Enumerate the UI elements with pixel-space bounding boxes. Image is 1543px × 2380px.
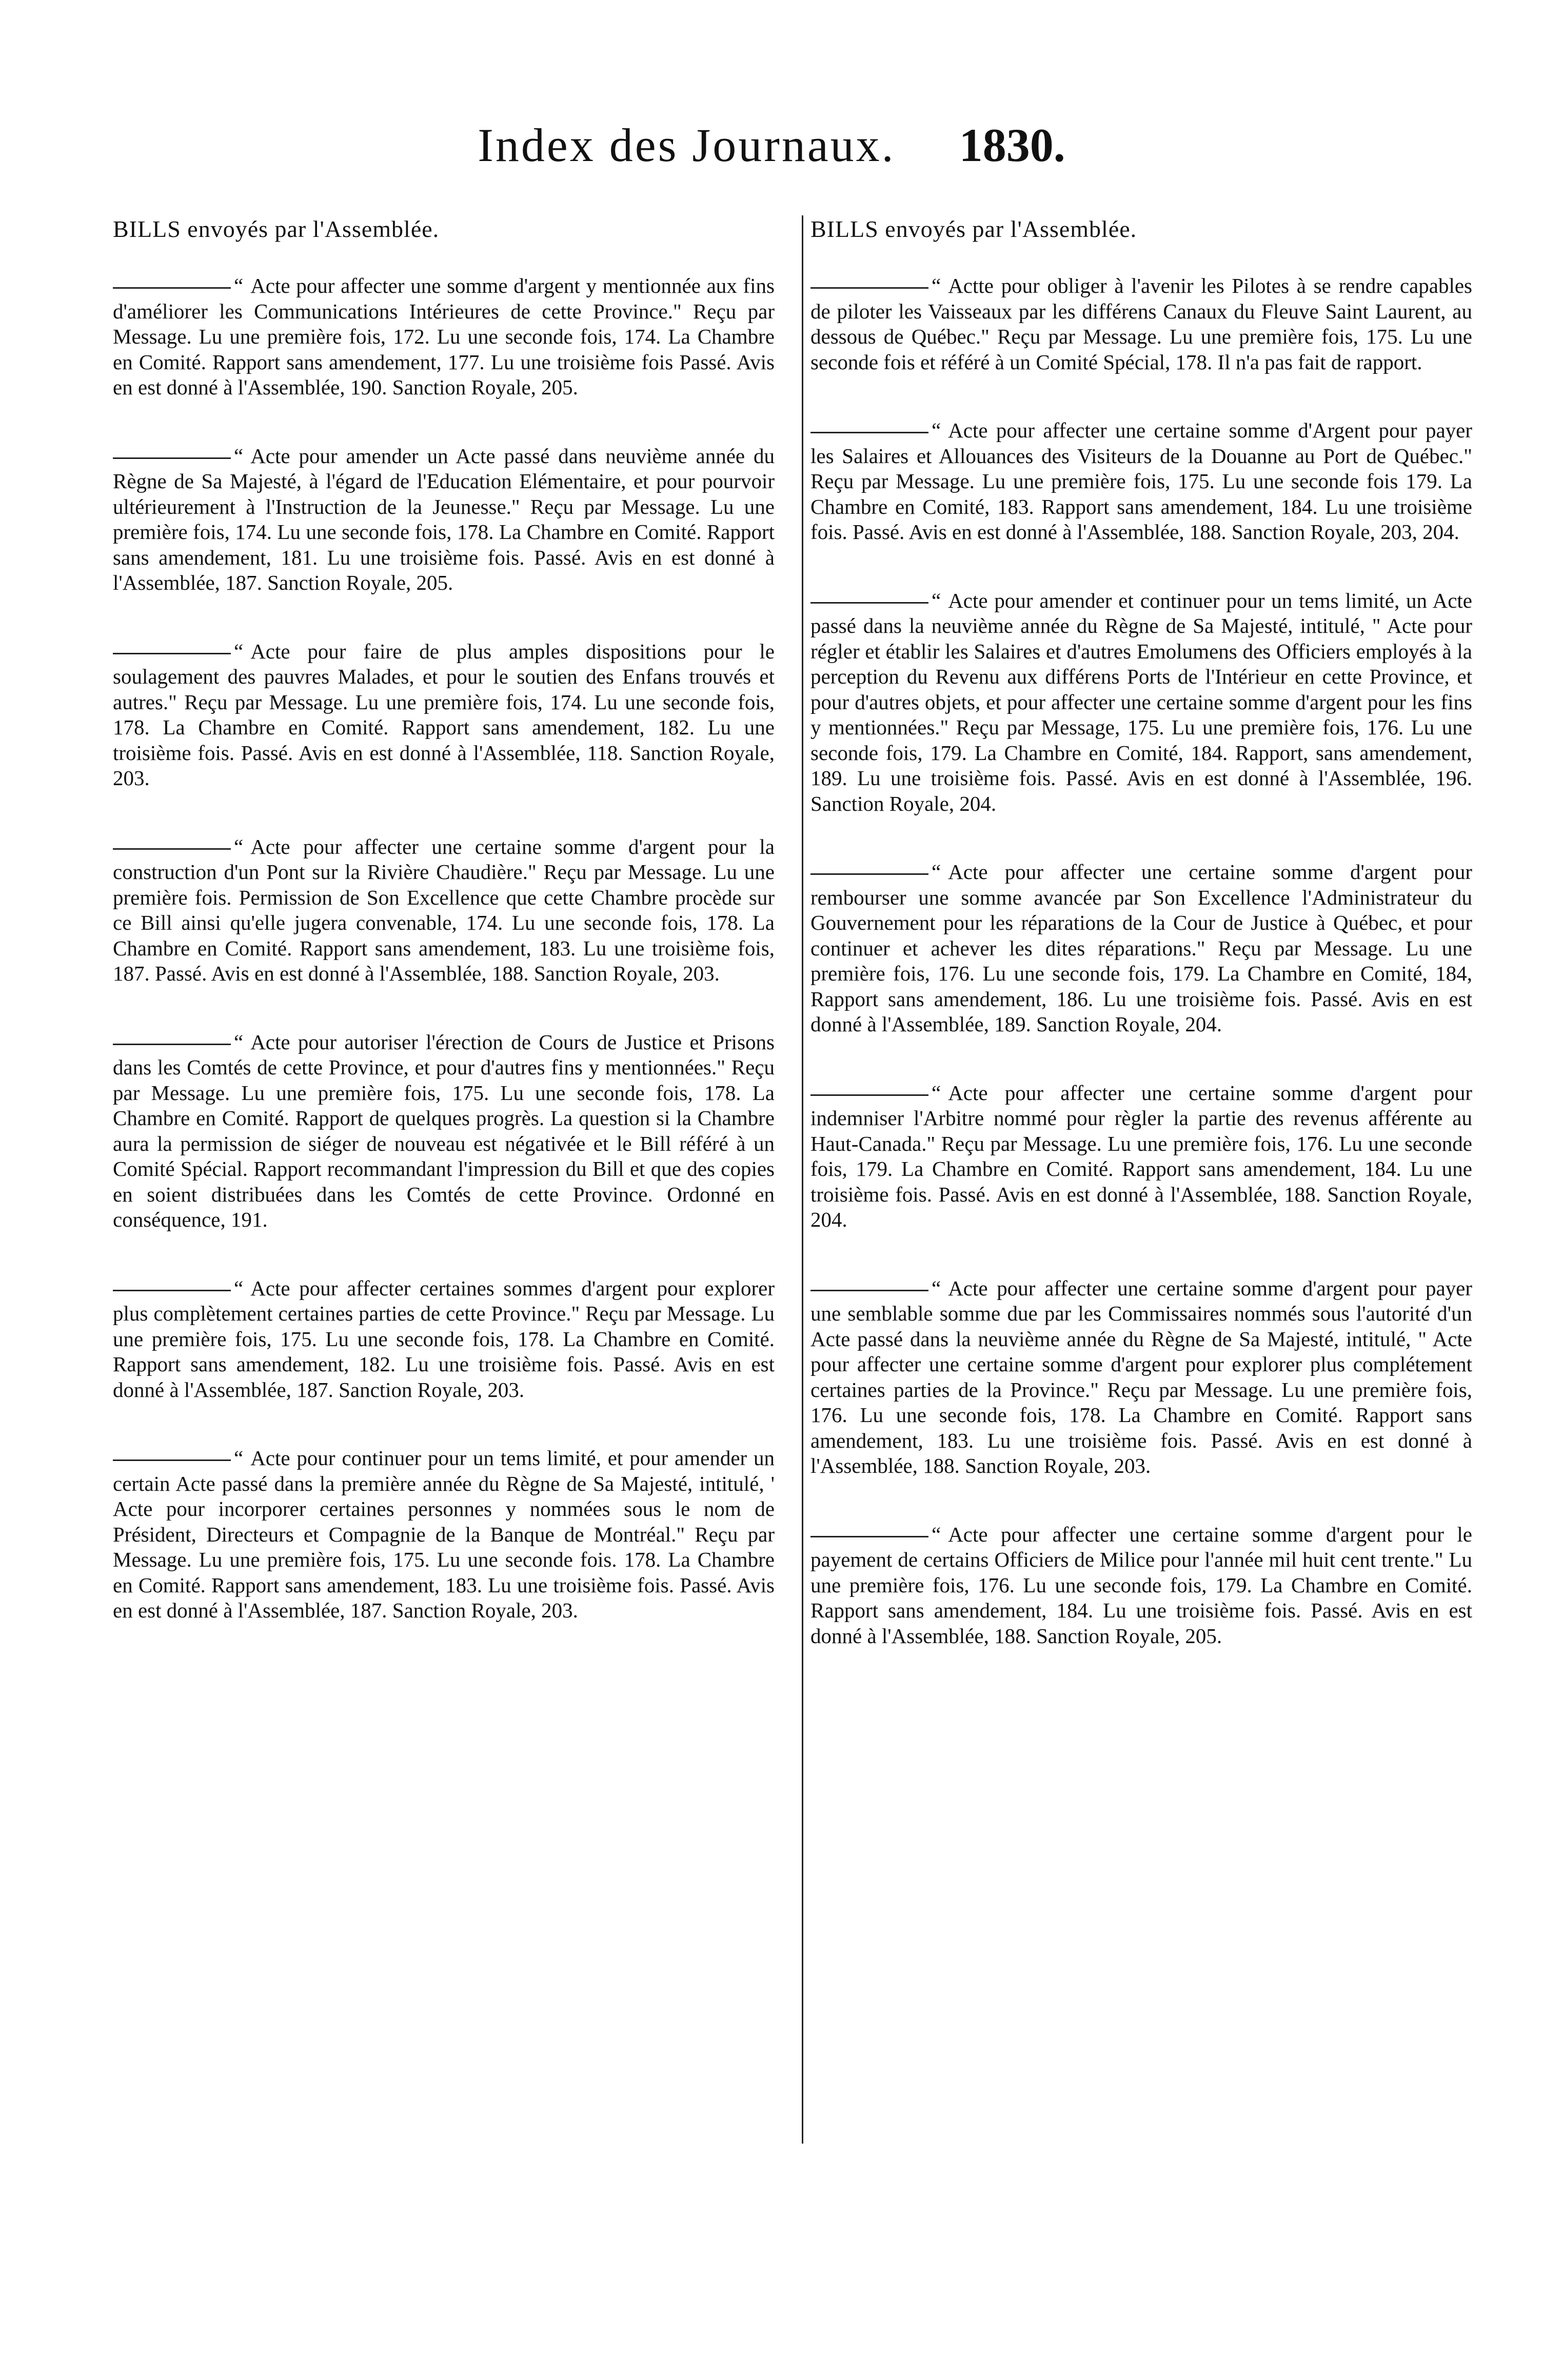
bill-entry-text: Acte pour autoriser l'érection de Cours de Justice et Prisons dans les Comtés de cette Province, et pour d'autres fins y mentionnées." Reçu par Message. Lu une première fois, 175. Lu une seconde fois, 178. La Chambre en Comité. Rapport de quelques progrès. La question si la Chambre aura la permission de siéger de nouveau est négativée et le Bill référé à un Comité Spécial. Rapport recommandant l'impression du Bill et que des copies en soient distribuées dans les Comtés de cette Province. Ordonné en conséquence, 191.: [113, 1030, 775, 1231]
bill-entry-text: Actte pour obliger à l'avenir les Pilotes à se rendre capables de piloter les Vaisseaux par les différens Canaux du Fleuve Saint Laurent, au dessous de Québec." Reçu par Message. Lu une première fois, 175. Lu une seconde fois et référé à un Comité Spécial, 178. Il n'a pas fait de rapport.: [810, 274, 1472, 374]
bill-entry-text: Acte pour faire de plus amples dispositions pour le soulagement des pauvres Malades, et pour le soutien des Enfans trouvés et autres." Reçu par Message. Lu une première fois, 174. Lu une seconde fois, 178. La Chambre en Comité. Rapport sans amendement, 182. Lu une troisième fois. Passé. Avis en est donné à l'Assemblée, 118. Sanction Royale, 203.: [113, 639, 775, 790]
bill-entry: “ Acte pour affecter une certaine somme d'argent pour la construction d'un Pont sur la Rivière Chaudière." Reçu par Message. Lu une première fois. Permission de Son Excellence que cette Chambre procède sur ce Bill ainsi qu'elle jugera convenable, 174. Lu une seconde fois, 178. La Chambre en Comité. Rapport sans amendement, 183. Lu une troisième fois, 187. Passé. Avis en est donné à l'Assemblée, 188. Sanction Royale, 203.: [113, 834, 775, 985]
bill-entry: “ Actte pour obliger à l'avenir les Pilotes à se rendre capables de piloter les Vaisseaux par les différens Canaux du Fleuve Saint Laurent, au dessous de Québec." Reçu par Message. Lu une première fois, 175. Lu une seconde fois et référé à un Comité Spécial, 178. Il n'a pas fait de rapport.: [810, 274, 1472, 374]
right-column: [810, 215, 1472, 1692]
column-divider: [802, 215, 803, 2144]
bill-entry: “ Acte pour autoriser l'érection de Cours de Justice et Prisons dans les Comtés de cette Province, et pour d'autres fins y mentionnées." Reçu par Message. Lu une première fois, 175. Lu une seconde fois, 178. La Chambre en Comité. Rapport de quelques progrès. La question si la Chambre aura la permission de siéger de nouveau est négativée et le Bill référé à un Comité Spécial. Rapport recommandant l'impression du Bill et que des copies en soient distribuées dans les Comtés de cette Province. Ordonné en conséquence, 191.: [113, 1030, 775, 1231]
entry-dash: [113, 848, 231, 850]
bill-entry-text: Acte pour affecter une certaine somme d'argent pour la construction d'un Pont sur la Rivière Chaudière." Reçu par Message. Lu une première fois. Permission de Son Excellence que cette Chambre procède sur ce Bill ainsi qu'elle jugera convenable, 174. Lu une seconde fois, 178. La Chambre en Comité. Rapport sans amendement, 183. Lu une troisième fois, 187. Passé. Avis en est donné à l'Assemblée, 188. Sanction Royale, 203.: [113, 834, 775, 985]
page-year: 1830.: [959, 119, 1065, 171]
entry-dash: [113, 1459, 231, 1461]
bill-entry-text: Acte pour affecter une certaine somme d'argent pour payer une semblable somme due par les Commissaires nommés sous l'autorité d'un Acte passé dans la neuvième année du Règne de Sa Majesté, intitulé, " Acte pour affecter une certaine somme d'argent pour explorer plus complétement certaines parties de la Province." Reçu par Message. Lu une première fois, 176. Lu une seconde fois, 178. La Chambre en Comité. Rapport sans amendement, 183. Lu une troisième fois. Passé. Avis en est donné à l'Assemblée, 188. Sanction Royale, 203.: [810, 1276, 1472, 1477]
left-column-heading: BILLS envoyés par l'Assemblée.: [113, 216, 440, 242]
bill-entry-text: Acte pour continuer pour un tems limité, et pour amender un certain Acte passé dans la première année du Règne de Sa Majesté, intitulé, ' Acte pour incorporer certaines personnes y nommées sous le nom de Président, Directeurs et Compagnie de la Banque de Montréal." Reçu par Message. Lu une première fois, 175. Lu une seconde fois. 178. La Chambre en Comité. Rapport sans amendement, 183. Lu une troisième fois. Passé. Avis en est donné à l'Assemblée, 187. Sanction Royale, 203.: [113, 1446, 775, 1622]
bill-entry: “ Acte pour affecter certaines sommes d'argent pour explorer plus complètement certaines parties de cette Province." Reçu par Message. Lu une première fois, 175. Lu une seconde fois, 178. La Chambre en Comité. Rapport sans amendement, 182. Lu une troisième fois. Passé. Avis en est donné à l'Assemblée, 187. Sanction Royale, 203.: [113, 1276, 775, 1402]
entry-dash: [810, 1536, 928, 1537]
entry-dash: [113, 457, 231, 459]
bill-entry: “ Acte pour affecter une certaine somme d'Argent pour payer les Salaires et Allouances des Visiteurs de la Douanne au Port de Québec." Reçu par Message. Lu une première fois, 175. Lu une seconde fois 179. La Chambre en Comité, 183. Rapport sans amendement, 184. Lu une troisième fois. Passé. Avis en est donné à l'Assemblée, 188. Sanction Royale, 203, 204.: [810, 418, 1472, 544]
entry-dash: [810, 432, 928, 433]
bill-entry: “ Acte pour faire de plus amples dispositions pour le soulagement des pauvres Malades, et pour le soutien des Enfans trouvés et autres." Reçu par Message. Lu une première fois, 174. Lu une seconde fois, 178. La Chambre en Comité. Rapport sans amendement, 182. Lu une troisième fois. Passé. Avis en est donné à l'Assemblée, 118. Sanction Royale, 203.: [113, 639, 775, 790]
bill-entry-text: Acte pour amender et continuer pour un tems limité, un Acte passé dans la neuvième année du Règne de Sa Majesté, intitulé, " Acte pour régler et établir les Salaires et d'autres Emolumens des Officiers employés à la perception du Revenu aux différens Ports de l'Intérieur en cette Province, et pour d'autres objets, et pour affecter une certaine somme d'argent pour les fins y mentionnées." Reçu par Message, 175. Lu une première fois, 176. Lu une seconde fois, 179. La Chambre en Comité, 184. Rapport, sans amendement, 189. Lu une troisième fois. Passé. Avis en est donné à l'Assemblée, 196. Sanction Royale, 204.: [810, 588, 1472, 815]
entry-dash: [810, 873, 928, 875]
bill-entry: “ Acte pour affecter une certaine somme d'argent pour indemniser l'Arbitre nommé pour règler la partie des revenus afférente au Haut-Canada." Reçu par Message. Lu une première fois, 176. Lu une seconde fois, 179. La Chambre en Comité. Rapport sans amendement, 184. Lu une troisième fois. Passé. Avis en est donné à l'Assemblée, 188. Sanction Royale, 204.: [810, 1081, 1472, 1231]
bill-entry-text: Acte pour affecter une somme d'argent y mentionnée aux fins d'améliorer les Communications Intérieures de cette Province." Reçu par Message. Lu une première fois, 172. Lu une seconde fois, 174. La Chambre en Comité. Rapport sans amendement, 177. Lu une troisième fois Passé. Avis en est donné à l'Assemblée, 190. Sanction Royale, 205.: [113, 274, 775, 399]
bill-entry-text: Acte pour affecter une certaine somme d'argent pour indemniser l'Arbitre nommé pour règler la partie des revenus afférente au Haut-Canada." Reçu par Message. Lu une première fois, 176. Lu une seconde fois, 179. La Chambre en Comité. Rapport sans amendement, 184. Lu une troisième fois. Passé. Avis en est donné à l'Assemblée, 188. Sanction Royale, 204.: [810, 1081, 1472, 1231]
entry-dash: [810, 287, 928, 289]
bill-entry-text: Acte pour affecter certaines sommes d'argent pour explorer plus complètement certaines parties de cette Province." Reçu par Message. Lu une première fois, 175. Lu une seconde fois, 178. La Chambre en Comité. Rapport sans amendement, 182. Lu une troisième fois. Passé. Avis en est donné à l'Assemblée, 187. Sanction Royale, 203.: [113, 1276, 775, 1402]
entry-dash: [113, 653, 231, 654]
bill-entry: “ Acte pour affecter une somme d'argent y mentionnée aux fins d'améliorer les Communications Intérieures de cette Province." Reçu par Message. Lu une première fois, 172. Lu une seconde fois, 174. La Chambre en Comité. Rapport sans amendement, 177. Lu une troisième fois Passé. Avis en est donné à l'Assemblée, 190. Sanction Royale, 205.: [113, 274, 775, 399]
entry-dash: [113, 1290, 231, 1291]
bill-entry-text: Acte pour amender un Acte passé dans neuvième année du Règne de Sa Majesté, à l'égard de l'Education Elémentaire, et pour pourvoir ultérieurement à l'Instruction de la Jeunesse." Reçu par Message. Lu une première fois, 174. Lu une seconde fois, 178. La Chambre en Comité. Rapport sans amendement, 181. Lu une troisième fois. Passé. Avis en est donné à l'Assemblée, 187. Sanction Royale, 205.: [113, 444, 775, 594]
bill-entry: “ Acte pour affecter une certaine somme d'argent pour payer une semblable somme due par les Commissaires nommés sous l'autorité d'un Acte passé dans la neuvième année du Règne de Sa Majesté, intitulé, " Acte pour affecter une certaine somme d'argent pour explorer plus complétement certaines parties de la Province." Reçu par Message. Lu une première fois, 176. Lu une seconde fois, 178. La Chambre en Comité. Rapport sans amendement, 183. Lu une troisième fois. Passé. Avis en est donné à l'Assemblée, 188. Sanction Royale, 203.: [810, 1276, 1472, 1477]
entry-dash: [810, 1290, 928, 1291]
bill-entry: “ Acte pour affecter une certaine somme d'argent pour rembourser une somme avancée par Son Excellence l'Administrateur du Gouvernement pour les réparations de la Cour de Justice à Québec, et pour continuer et achever les dites réparations." Reçu par Message. Lu une première fois, 176. Lu une seconde fois, 179. La Chambre en Comité, 184, Rapport sans amendement, 186. Lu une troisième fois. Passé. Avis en est donné à l'Assemblée, 189. Sanction Royale, 204.: [810, 860, 1472, 1036]
bill-entry: “ Acte pour amender un Acte passé dans neuvième année du Règne de Sa Majesté, à l'égard de l'Education Elémentaire, et pour pourvoir ultérieurement à l'Instruction de la Jeunesse." Reçu par Message. Lu une première fois, 174. Lu une seconde fois, 178. La Chambre en Comité. Rapport sans amendement, 181. Lu une troisième fois. Passé. Avis en est donné à l'Assemblée, 187. Sanction Royale, 205.: [113, 444, 775, 594]
right-column-heading: BILLS envoyés par l'Assemblée.: [810, 216, 1137, 242]
bill-entry: “ Acte pour affecter une certaine somme d'argent pour le payement de certains Officiers de Milice pour l'année mil huit cent trente." Lu une première fois, 176. Lu une seconde fois, 179. La Chambre en Comité. Rapport sans amendement, 184. Lu une troisième fois. Passé. Avis en est donné à l'Assemblée, 188. Sanction Royale, 205.: [810, 1522, 1472, 1648]
entry-dash: [113, 287, 231, 289]
entry-dash: [810, 1094, 928, 1096]
left-column: [113, 215, 775, 1667]
entry-dash: [810, 602, 928, 604]
entry-dash: [113, 1044, 231, 1045]
bill-entry-text: Acte pour affecter une certaine somme d'argent pour rembourser une somme avancée par Son Excellence l'Administrateur du Gouvernement pour les réparations de la Cour de Justice à Québec, et pour continuer et achever les dites réparations." Reçu par Message. Lu une première fois, 176. Lu une seconde fois, 179. La Chambre en Comité, 184, Rapport sans amendement, 186. Lu une troisième fois. Passé. Avis en est donné à l'Assemblée, 189. Sanction Royale, 204.: [810, 860, 1472, 1036]
bill-entry: “ Acte pour amender et continuer pour un tems limité, un Acte passé dans la neuvième année du Règne de Sa Majesté, intitulé, " Acte pour régler et établir les Salaires et d'autres Emolumens des Officiers employés à la perception du Revenu aux différens Ports de l'Intérieur en cette Province, et pour d'autres objets, et pour affecter une certaine somme d'argent pour les fins y mentionnées." Reçu par Message, 175. Lu une première fois, 176. Lu une seconde fois, 179. La Chambre en Comité, 184. Rapport, sans amendement, 189. Lu une troisième fois. Passé. Avis en est donné à l'Assemblée, 196. Sanction Royale, 204.: [810, 588, 1472, 815]
bill-entry: “ Acte pour continuer pour un tems limité, et pour amender un certain Acte passé dans la première année du Règne de Sa Majesté, intitulé, ' Acte pour incorporer certaines personnes y nommées sous le nom de Président, Directeurs et Compagnie de la Banque de Montréal." Reçu par Message. Lu une première fois, 175. Lu une seconde fois. 178. La Chambre en Comité. Rapport sans amendement, 183. Lu une troisième fois. Passé. Avis en est donné à l'Assemblée, 187. Sanction Royale, 203.: [113, 1446, 775, 1622]
page-title: Index des Journaux.: [478, 119, 896, 171]
bill-entry-text: Acte pour affecter une certaine somme d'argent pour le payement de certains Officiers de Milice pour l'année mil huit cent trente." Lu une première fois, 176. Lu une seconde fois, 179. La Chambre en Comité. Rapport sans amendement, 184. Lu une troisième fois. Passé. Avis en est donné à l'Assemblée, 188. Sanction Royale, 205.: [810, 1522, 1472, 1648]
bill-entry-text: Acte pour affecter une certaine somme d'Argent pour payer les Salaires et Allouances des Visiteurs de la Douanne au Port de Québec." Reçu par Message. Lu une première fois, 175. Lu une seconde fois 179. La Chambre en Comité, 183. Rapport sans amendement, 184. Lu une troisième fois. Passé. Avis en est donné à l'Assemblée, 188. Sanction Royale, 203, 204.: [810, 418, 1472, 544]
page-header: [0, 118, 1543, 172]
